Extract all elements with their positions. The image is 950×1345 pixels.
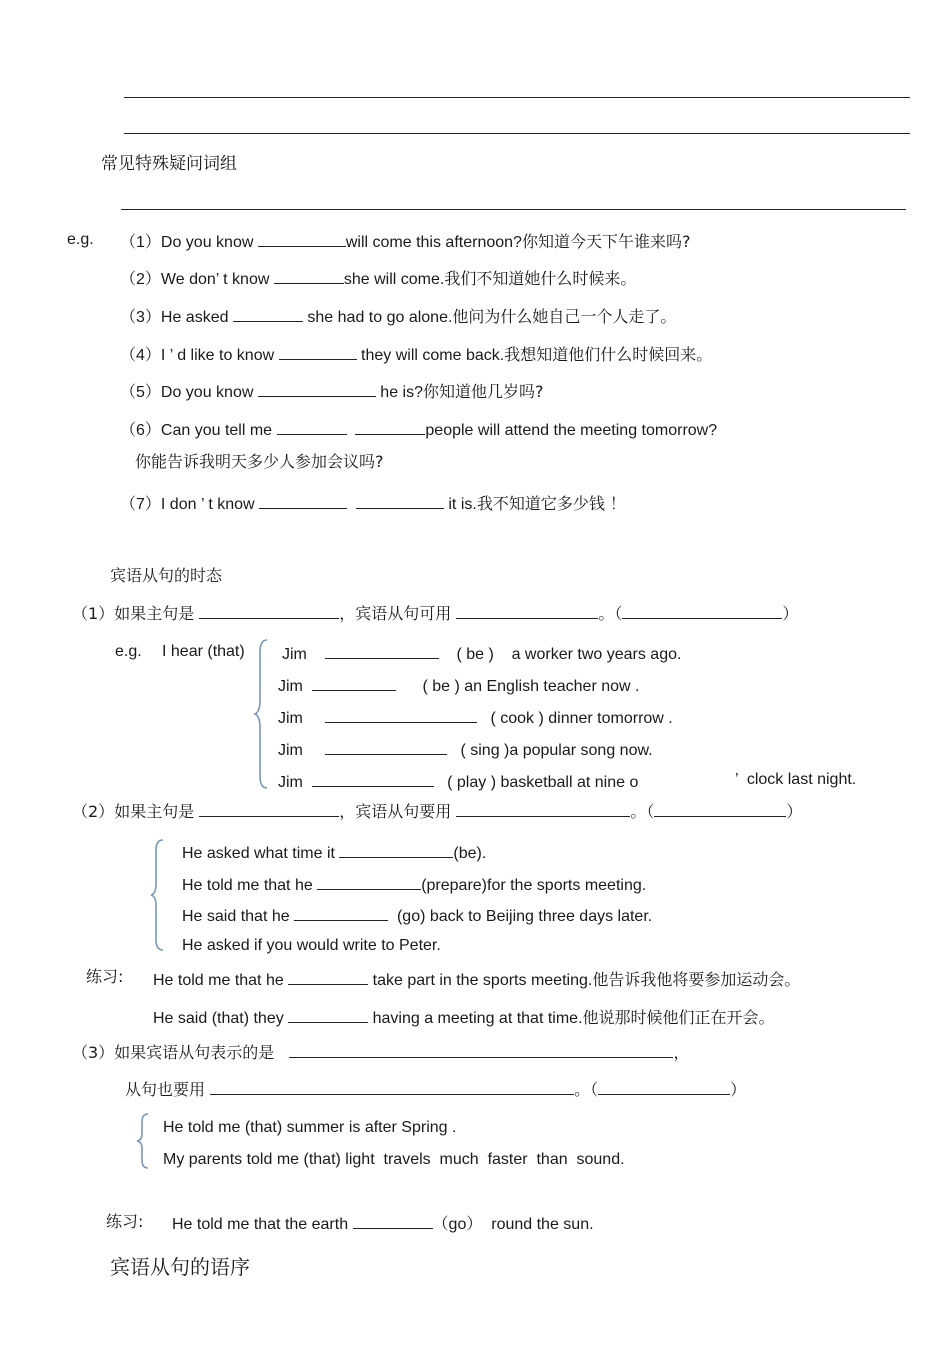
eg-label: e.g. [67, 231, 94, 248]
example-1: （1）Do you know will come this afternoon?你知道今天下午谁来吗? [120, 232, 691, 251]
eg-label: e.g. [115, 643, 142, 660]
example-5: （5）Do you know he is?你知道他几岁吗? [120, 382, 544, 401]
brace-icon [150, 838, 168, 952]
jim-line-2: Jim ( be ) an English teacher now . [278, 674, 639, 697]
jim-line-5: Jim ( play ) basketball at nine o [278, 770, 638, 793]
practice-label: 练习: [86, 967, 124, 986]
section-heading-word-order: 宾语从句的语序 [110, 1255, 250, 1279]
rule-2: （2）如果主句是 ，宾语从句要用 。（ ） [72, 802, 803, 821]
example-7: （7）I don ’ t know it is.我不知道它多少钱 ！ [120, 494, 626, 513]
example-6: （6）Can you tell me people will attend the meeting tomorrow? [120, 418, 717, 441]
jim-line-5-end: ’ clock last night. [735, 771, 857, 788]
truth-line-1: He told me (that) summer is after Spring . [163, 1119, 457, 1136]
past-line-3: He said that he (go) back to Beijing three days later. [182, 904, 652, 927]
section-heading-tense: 宾语从句的时态 [110, 566, 223, 585]
eg-hear-that: I hear (that) [162, 643, 245, 660]
past-line-4: He asked if you would write to Peter. [182, 937, 441, 954]
example-2: （2）We don’ t know she will come.我们不知道她什么时候来。 [120, 269, 637, 288]
example-4: （4）I ’ d like to know they will come back.我想知道他们什么时候回来。 [120, 345, 713, 364]
rule-1: （1）如果主句是 ，宾语从句可用 。（ ） [72, 604, 799, 623]
answer-line [121, 209, 906, 210]
jim-line-1: Jim ( be ) a worker two years ago. [282, 642, 681, 665]
section-heading-question-words: 常见特殊疑问词组 [101, 154, 237, 174]
practice-2: He said (that) they having a meeting at that time.他说那时候他们正在开会。 [153, 1008, 775, 1027]
rule-3: （3）如果宾语从句表示的是 ， [72, 1043, 690, 1062]
truth-line-2: My parents told me (that) light travels much faster than sound. [163, 1151, 625, 1168]
practice-1: He told me that he take part in the sports meeting.他告诉我他将要参加运动会。 [153, 970, 801, 989]
practice-label: 练习: [106, 1212, 144, 1231]
example-3: （3）He asked she had to go alone.他问为什么她自己一个人走了。 [120, 307, 677, 326]
practice-3: He told me that the earth （go） round the sun. [172, 1212, 594, 1235]
rule-3-cont: 从句也要用 。（ ） [125, 1080, 747, 1099]
past-line-2: He told me that he (prepare)for the sports meeting. [182, 873, 646, 896]
jim-line-4: Jim ( sing )a popular song now. [278, 738, 653, 761]
brace-icon [253, 638, 273, 790]
past-line-1: He asked what time it (be). [182, 841, 486, 864]
answer-line [124, 97, 910, 98]
brace-icon [136, 1112, 152, 1170]
jim-line-3: Jim ( cook ) dinner tomorrow . [278, 706, 673, 729]
answer-line [124, 133, 910, 134]
example-6-translation: 你能告诉我明天多少人参加会议吗? [135, 452, 384, 471]
